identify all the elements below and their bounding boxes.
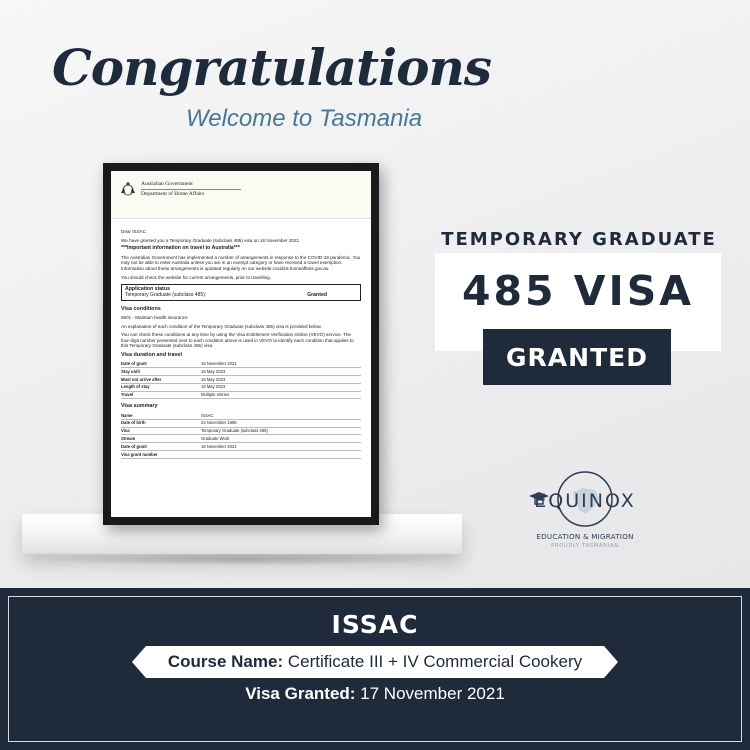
row-value: 16 May 2023	[201, 376, 361, 384]
table-row	[121, 391, 361, 399]
granted-badge: GRANTED	[483, 329, 671, 385]
visa-grant-frame	[103, 163, 379, 525]
row-label: Name	[121, 412, 201, 419]
status-heading: Application status	[125, 286, 170, 293]
shelf-shadow	[30, 552, 455, 566]
summary-table	[121, 412, 361, 459]
row-label: Date of grant	[121, 443, 201, 451]
duration-heading: Visa duration and travel	[121, 351, 183, 358]
row-label: Visa grant number	[121, 450, 201, 458]
equinox-logo	[525, 468, 645, 558]
row-value: 16 November 2021	[201, 443, 361, 451]
row-value	[201, 450, 361, 458]
table-row	[121, 443, 361, 451]
row-label: Date of birth	[121, 419, 201, 427]
student-name: ISSAC	[331, 610, 419, 639]
student-info-panel	[0, 588, 750, 750]
duration-table	[121, 361, 361, 400]
gov-line-1: Australian Government	[141, 181, 193, 187]
application-status-box	[121, 284, 361, 301]
gov-divider	[141, 189, 241, 190]
table-row	[121, 368, 361, 376]
table-row	[121, 450, 361, 458]
government-text	[141, 181, 241, 198]
welcome-subtitle: Welcome to Tasmania	[186, 105, 423, 132]
course-value: Certificate III + IV Commercial Cookery	[283, 652, 583, 671]
row-label: Travel	[121, 391, 201, 399]
row-label: Visa	[121, 427, 201, 435]
conditions-text-2: You can check these conditions at any time by using the Visa Entitlement Verification Online (VEVO) service. The four-digit number presented next to each condition above is used in VEVO to identify each condition that applies to this Temporary Graduate (subclass 485) visa.	[121, 332, 354, 349]
important-heading: ***Important information on travel to Australia***	[121, 245, 240, 252]
table-row	[121, 412, 361, 419]
status-label: Temporary Graduate (subclass 485):	[125, 291, 207, 298]
conditions-text-1: An explanation of each condition of the Temporary Graduate (subclass 485) visa is provided below.	[121, 323, 322, 329]
course-ribbon	[132, 646, 618, 678]
check-text: You should check the website for current arrangements, prior to travelling.	[121, 274, 271, 280]
row-value: Graduate Work	[201, 435, 361, 443]
granted-value: 17 November 2021	[355, 684, 505, 703]
temporary-graduate-label: TEMPORARY GRADUATE	[441, 229, 717, 250]
status-value: Granted	[307, 291, 327, 298]
dear-line: Dear ISSAC	[121, 229, 147, 234]
visa-number: 485 VISA	[461, 267, 695, 315]
row-value: 16 May 2023	[201, 368, 361, 376]
row-value: Temporary Graduate (subclass 485)	[201, 427, 361, 435]
coat-of-arms-icon	[119, 181, 137, 197]
table-row	[121, 383, 361, 391]
row-label: Stay until	[121, 368, 201, 376]
table-row	[121, 361, 361, 368]
intro-text: We have granted you a Temporary Graduate (subclass 485) visa on 16 November 2021.	[121, 237, 301, 243]
logo-subtitle: EDUCATION & MIGRATION	[536, 532, 634, 541]
document-body	[111, 219, 371, 459]
row-label: Date of grant	[121, 361, 201, 368]
row-value: 16 May 2023	[201, 383, 361, 391]
conditions-item: 8501 - Maintain health insurance	[121, 314, 188, 320]
table-row	[121, 435, 361, 443]
table-row	[121, 427, 361, 435]
table-row	[121, 376, 361, 384]
row-label: Stream	[121, 435, 201, 443]
logo-wordmark: EQUINOX	[534, 490, 636, 512]
gov-line-2: Department of Home Affairs	[141, 190, 205, 197]
summary-heading: Visa summary	[121, 403, 158, 410]
table-row	[121, 419, 361, 427]
row-value: Multiple entries	[201, 391, 361, 399]
row-label: Length of stay	[121, 383, 201, 391]
course-line	[132, 652, 618, 672]
logo-tagline: PROUDLY TASMANIAN	[551, 543, 619, 549]
row-value: 16 November 2021	[201, 361, 361, 368]
course-key: Course Name:	[167, 652, 284, 671]
row-value: ISSAC	[201, 412, 361, 419]
covid-text: The Australian Government has implemented a number of arrangements in response to the COVID-19 pandemic. You may not be able to enter Australia unless you are in an exempt category or have received a travel exemption. Information about these arrangements is updated regularly on our website covid19.homeaffairs.gov.au	[121, 254, 361, 271]
visa-grant-document	[111, 171, 371, 517]
row-value: 24 November 1998	[201, 419, 361, 427]
document-header	[111, 171, 371, 219]
row-label: Must not arrive after	[121, 376, 201, 384]
visa-granted-line	[0, 684, 750, 704]
granted-key: Visa Granted:	[245, 684, 356, 703]
status-row	[125, 293, 357, 299]
conditions-heading: Visa conditions	[121, 306, 161, 313]
congratulations-title: Congratulations	[52, 38, 491, 97]
